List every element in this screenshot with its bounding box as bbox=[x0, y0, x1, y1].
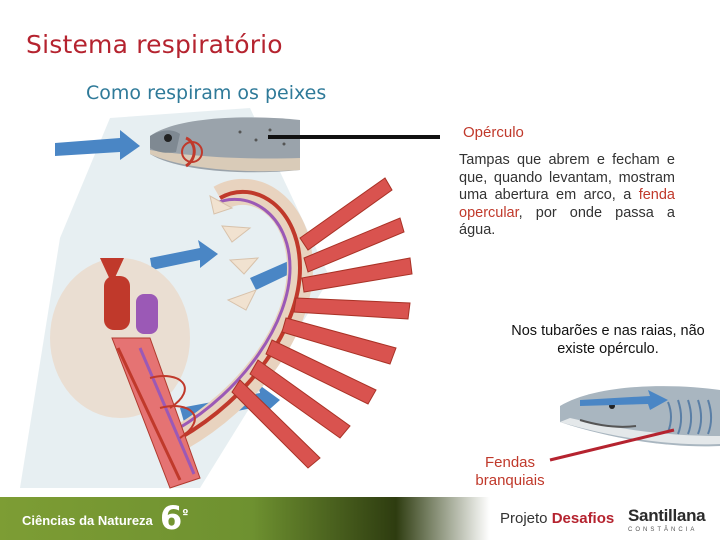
grade-number: 6 bbox=[160, 499, 183, 537]
description-text: Tampas que abrem e fecham e que, quando levantam, mostram uma abertura em arco, a bbox=[459, 152, 675, 203]
operculo-description bbox=[459, 152, 675, 240]
project-prefix: Projeto bbox=[500, 510, 552, 527]
operculo-label: Opérculo bbox=[463, 124, 524, 141]
fish-gill-illustration bbox=[0, 108, 470, 498]
footer-subject: Ciências da Natureza bbox=[22, 513, 153, 528]
publisher-logo-sub: CONSTÂNCIA bbox=[628, 527, 698, 533]
description-text-end: , por onde passa a água. bbox=[459, 204, 675, 238]
publisher-logo: Santillana bbox=[628, 506, 706, 525]
operculo-pointer-line bbox=[268, 135, 440, 139]
page-title: Sistema respiratório bbox=[26, 30, 283, 59]
page-subtitle: Como respiram os peixes bbox=[86, 82, 327, 104]
grade-suffix: º bbox=[182, 507, 189, 520]
shark-note: Nos tubarões e nas raias, não existe opérculo. bbox=[511, 323, 705, 357]
footer-grade bbox=[160, 499, 188, 537]
fendas-branquiais-label: Fendas branquiais bbox=[475, 454, 545, 489]
fenda-opercular-highlight: fenda opercular bbox=[459, 187, 675, 221]
footer-project bbox=[500, 510, 614, 527]
project-name: Desafios bbox=[551, 510, 615, 527]
shark-illustration bbox=[540, 376, 720, 466]
